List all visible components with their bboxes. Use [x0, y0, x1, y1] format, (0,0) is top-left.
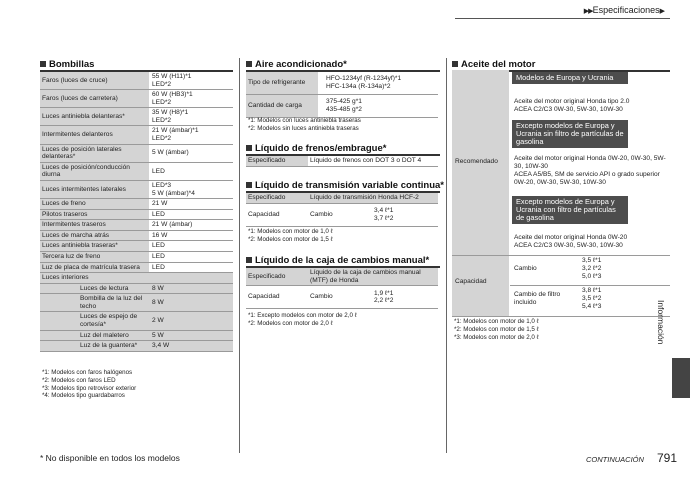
table-row: [40, 199, 233, 210]
frenos-title: Líquido de frenos/embrague*: [246, 143, 386, 154]
frenos-table: [246, 156, 438, 167]
square-bullet-icon: [452, 61, 458, 67]
oil-block-2-head: Excepto modelos de Europa y Ucrania sin filtro de partículas de gasolina: [512, 120, 628, 148]
bulb-label: Intermitentes delanteros: [40, 126, 149, 144]
manual-table-wrap: [246, 268, 438, 309]
table-row: [40, 162, 233, 180]
footnote: *2: Modelos con faros LED: [42, 376, 116, 384]
square-bullet-icon: [40, 61, 46, 67]
continuation-label: CONTINUACIÓN: [586, 455, 644, 464]
aire-table-wrap: [246, 72, 438, 118]
footer-note: * No disponible en todos los modelos: [40, 453, 180, 463]
cvt-spec-value: Líquido de transmisión Honda HCF-2: [308, 193, 438, 203]
footnote: *2: Modelos sin luces antiniebla traseras: [248, 124, 359, 132]
square-bullet-icon: [246, 61, 252, 67]
cvt-table: [246, 193, 438, 227]
footnote: *2: Modelos con motor de 1,5 ℓ: [454, 325, 539, 333]
interior-value: 2 W: [149, 312, 233, 330]
side-tab-marker: [672, 358, 690, 398]
oil-block-3-text: Aceite del motor original Honda 0W-20 ACEA C2/C3 0W-30, 5W-30, 10W-30: [514, 234, 628, 249]
table-row: [40, 126, 233, 144]
bombillas-table-wrap: [40, 72, 233, 352]
interior-label: Luces de lectura: [40, 283, 149, 294]
triangle-icon: ▶: [659, 8, 664, 15]
aire-label-2: Cantidad de carga: [246, 95, 318, 118]
table-row: [40, 273, 233, 284]
bulb-label: Luz de placa de matrícula trasera: [40, 262, 149, 273]
interior-label: Luces de espejo de cortesía*: [40, 312, 149, 330]
interior-value: 8 W: [149, 294, 233, 312]
table-row: [40, 241, 233, 252]
aceite-title: Aceite del motor: [452, 59, 535, 70]
footnote: *1: Modelos con motor de 1,0 ℓ: [454, 318, 539, 325]
oil-bottom-rule: [452, 316, 670, 317]
bulb-label: Pilotos traseros: [40, 209, 149, 220]
manual-cap-value: 1,9 ℓ*1 2,2 ℓ*2: [372, 286, 438, 309]
table-row: [40, 251, 233, 262]
double-triangle-icon: ▶▶: [583, 8, 593, 15]
table-row: [40, 312, 233, 330]
oil-block-1-head: Modelos de Europa y Ucrania: [512, 72, 628, 84]
bulb-value: LED: [149, 251, 233, 262]
column-divider-2: [446, 58, 447, 453]
footnote: *2: Modelos con motor de 2,0 ℓ: [248, 319, 333, 327]
cvt-title: Líquido de transmisión variable continua*: [246, 180, 444, 191]
cvt-notes: [248, 228, 333, 244]
interior-value: 3,4 W: [149, 341, 233, 352]
section-header-label: Especificaciones: [592, 5, 660, 15]
bulb-label: Luces de marcha atrás: [40, 230, 149, 241]
oil-cap-2-value: 3,8 ℓ*1 3,5 ℓ*2 5,4 ℓ*3: [582, 287, 602, 310]
bulb-label: Luces antiniebla traseras*: [40, 241, 149, 252]
oil-block-3: [512, 196, 628, 224]
oil-cap-2-label: Cambio de filtro incluido: [514, 291, 561, 306]
bulb-label: Tercera luz de freno: [40, 251, 149, 262]
table-row: [40, 330, 233, 341]
table-row: [40, 90, 233, 108]
table-row: [40, 144, 233, 162]
page-number: 791: [657, 451, 678, 465]
manual-cap-label: Capacidad: [246, 286, 308, 309]
square-bullet-icon: [246, 257, 252, 263]
table-row: [246, 156, 438, 166]
bulb-value: LED: [149, 162, 233, 180]
table-row: [40, 108, 233, 126]
aceite-cap-label: Capacidad: [455, 278, 487, 285]
bulb-value: LED: [149, 241, 233, 252]
frenos-table-wrap: [246, 156, 438, 167]
manual-title: Líquido de la caja de cambios manual*: [246, 255, 429, 266]
footnote: *3: Modelos tipo retrovisor exterior: [42, 384, 137, 392]
interior-label: Luz de la guantera*: [40, 341, 149, 352]
column-divider-1: [239, 58, 240, 453]
interiores-label: Luces interiores: [40, 273, 233, 284]
footnote: *1: Modelos con luces antiniebla traseras: [248, 117, 361, 124]
table-row: [40, 72, 233, 90]
oil-block-1: [512, 72, 628, 84]
aceite-notes: [454, 318, 539, 341]
footnote: *1: Modelos con faros halógenos: [42, 369, 133, 376]
interior-value: 8 W: [149, 283, 233, 294]
bombillas-notes: [42, 369, 136, 400]
table-row: [40, 294, 233, 312]
table-row: [246, 95, 438, 118]
bulb-value: 16 W: [149, 230, 233, 241]
table-row: [40, 230, 233, 241]
manual-cap-sub: Cambio: [308, 286, 372, 309]
manual-spec-value: Líquido de la caja de cambios manual (MTF) de Honda: [308, 268, 438, 286]
aceite-rec-cell: [452, 70, 509, 255]
side-section-label: Información: [656, 300, 666, 345]
table-row: [246, 286, 438, 309]
table-row: [246, 268, 438, 286]
oil-cap-1-label: Cambio: [514, 265, 537, 272]
aire-table: [246, 72, 438, 118]
bulb-label: Luces de posición/conducción diurna: [40, 162, 149, 180]
bulb-value: 21 W: [149, 199, 233, 210]
bombillas-title: Bombillas: [40, 59, 94, 70]
oil-cap-1-value: 3,5 ℓ*1 3,2 ℓ*2 5,0 ℓ*3: [582, 257, 602, 280]
table-row: [40, 262, 233, 273]
aire-label-1: Tipo de refrigerante: [246, 72, 318, 95]
aire-value-1: HFO-1234yf (R-1234yf)*1 HFC-134a (R-134a)*2: [318, 72, 438, 95]
footnote: *3: Modelos con motor de 2,0 ℓ: [454, 333, 539, 341]
table-row: [40, 341, 233, 352]
footnote: *1: Excepto modelos con motor de 2,0 ℓ: [248, 312, 357, 319]
footnote: *2: Modelos con motor de 1,5 ℓ: [248, 235, 333, 243]
table-row: [246, 72, 438, 95]
bulb-label: Luces de posición laterales delanteras*: [40, 144, 149, 162]
aceite-cap-cell: [452, 256, 509, 316]
interior-label: Bombilla de la luz del techo: [40, 294, 149, 312]
footnote: *1: Modelos con motor de 1,0 ℓ: [248, 228, 333, 235]
manual-notes: [248, 312, 357, 328]
table-row: [40, 209, 233, 220]
cvt-spec-label: Especificado: [246, 193, 308, 203]
square-bullet-icon: [246, 182, 252, 188]
manual-table: [246, 268, 438, 309]
interior-value: 5 W: [149, 330, 233, 341]
bulb-value: LED*3 5 W (ámbar)*4: [149, 180, 233, 198]
table-row: [246, 203, 438, 226]
bulb-label: Intermitentes traseros: [40, 220, 149, 231]
bulb-value: 55 W (H11)*1 LED*2: [149, 72, 233, 90]
interior-label: Luz del maletero: [40, 330, 149, 341]
cvt-cap-sub: Cambio: [308, 203, 372, 226]
bulb-value: LED: [149, 262, 233, 273]
bulb-value: 21 W (ámbar)*1 LED*2: [149, 126, 233, 144]
aire-notes: [248, 117, 361, 133]
aceite-rec-label: Recomendado: [455, 158, 498, 165]
cvt-cap-value: 3,4 ℓ*1 3,7 ℓ*2: [372, 203, 438, 226]
bulb-label: Luces intermitentes laterales: [40, 180, 149, 198]
bulb-label: Faros (luces de carretera): [40, 90, 149, 108]
bulb-label: Faros (luces de cruce): [40, 72, 149, 90]
header-rule: [455, 18, 670, 19]
square-bullet-icon: [246, 145, 252, 151]
oil-block-2-text: Aceite del motor original Honda 0W-20, 0W-30, 5W-30, 10W-30 ACEA A5/B5, SM de servicio API o grado superior 0W-20, 0W-30, 5W-30, 10W-30: [514, 155, 666, 186]
cvt-table-wrap: [246, 193, 438, 227]
frenos-label: Especificado: [246, 156, 308, 166]
table-row: [40, 220, 233, 231]
aire-title: Aire acondicionado*: [246, 59, 347, 70]
table-row: [40, 180, 233, 198]
oil-block-1-text: Aceite del motor original Honda tipo 2.0 ACEA C2/C3 0W-30, 5W-30, 10W-30: [514, 98, 630, 113]
bulb-value: 21 W (ámbar): [149, 220, 233, 231]
bulb-value: 60 W (HB3)*1 LED*2: [149, 90, 233, 108]
frenos-value: Líquido de frenos con DOT 3 o DOT 4: [308, 156, 438, 166]
footnote: *4: Modelos tipo guardabarros: [42, 392, 125, 400]
section-header: [584, 5, 664, 15]
bulb-value: LED: [149, 209, 233, 220]
aire-value-2: 375-425 g*1 435-485 g*2: [318, 95, 438, 118]
cvt-cap-label: Capacidad: [246, 203, 308, 226]
bombillas-table: [40, 72, 233, 352]
table-row: [246, 193, 438, 203]
bulb-value: 35 W (H8)*1 LED*2: [149, 108, 233, 126]
table-row: [40, 283, 233, 294]
manual-spec-label: Especificado: [246, 268, 308, 286]
bulb-label: Luces antiniebla delanteras*: [40, 108, 149, 126]
oil-block-3-head: Excepto modelos de Europa y Ucrania con filtro de partículas de gasolina: [512, 196, 628, 224]
bulb-label: Luces de freno: [40, 199, 149, 210]
oil-block-2: [512, 120, 628, 148]
bulb-value: 5 W (ámbar): [149, 144, 233, 162]
